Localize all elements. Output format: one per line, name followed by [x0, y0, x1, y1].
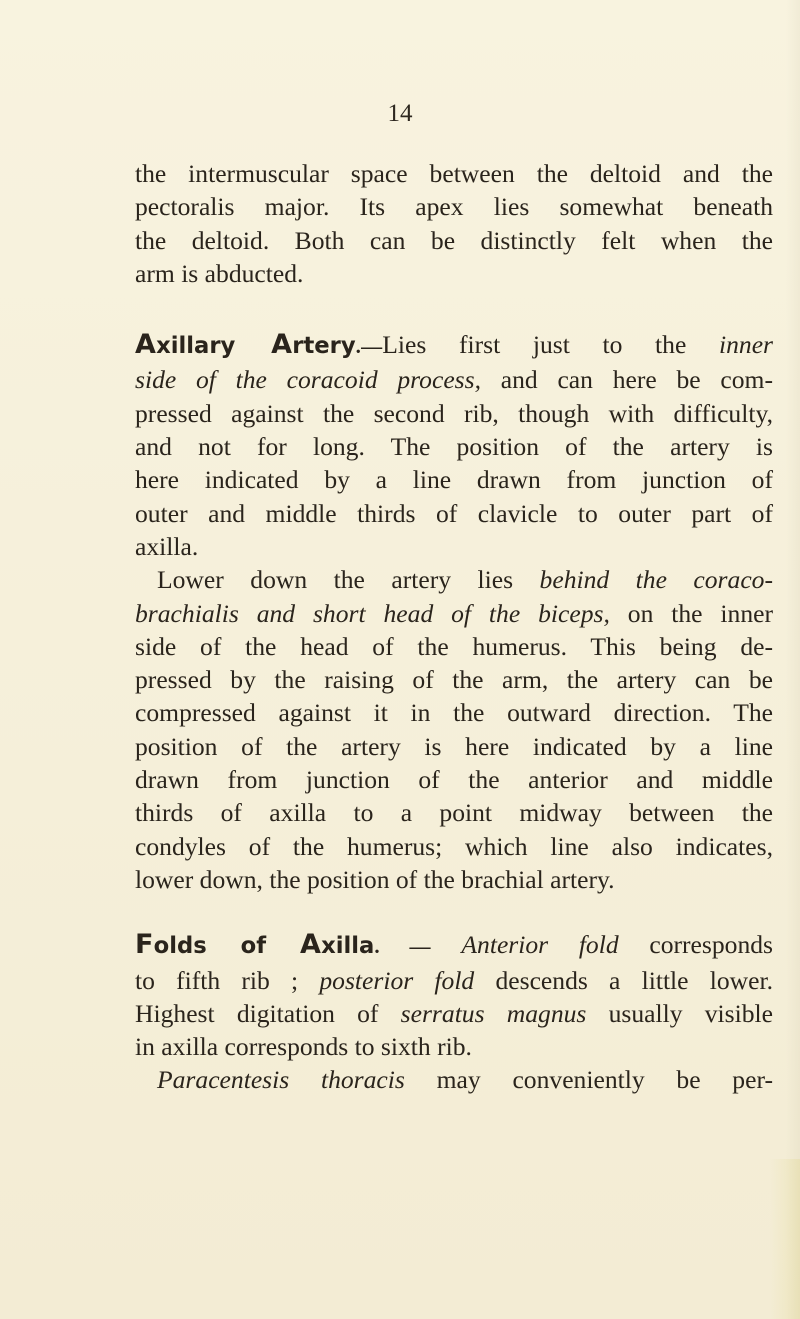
- page-body-text: [135, 157, 773, 1097]
- text-line: the deltoid. Both can be distinctly felt when the: [135, 225, 773, 255]
- text-line: thirds of axilla to a point midway between the: [135, 798, 773, 828]
- paragraph-gap: [135, 290, 773, 328]
- text-line: position of the artery is here indicated by a line: [135, 731, 773, 761]
- text-line: here indicated by a line drawn from junction of: [135, 465, 773, 495]
- text-line: axilla.: [135, 531, 199, 561]
- text-line: compressed against it in the outward direction. The: [135, 698, 773, 728]
- text-line: to fifth rib ; posterior fold descends a little lower.: [135, 965, 773, 995]
- text-line: pectoralis major. Its apex lies somewhat beneath: [135, 192, 773, 222]
- section-heading-axillary-artery: Axillary Artery.—: [135, 329, 383, 361]
- text-line: side of the coracoid process, and can here be com-: [135, 365, 773, 395]
- section-heading-folds-of-axilla: Folds of Axilla. —: [135, 929, 431, 961]
- text-line: the intermuscular space between the deltoid and the: [135, 159, 773, 188]
- text-line: Folds of Axilla. — Anterior fold corresponds: [135, 929, 773, 961]
- text-line: Lower down the artery lies behind the coraco-: [157, 565, 773, 595]
- text-line: in axilla corresponds to sixth rib.: [135, 1032, 472, 1062]
- text-line: side of the head of the humerus. This being de-: [135, 631, 773, 661]
- text-line: outer and middle thirds of clavicle to outer part of: [135, 498, 773, 528]
- text-line: Paracentesis thoracis may conveniently be per-: [157, 1065, 773, 1095]
- text-line: pressed against the second rib, though with difficulty,: [135, 398, 773, 428]
- page-edge-shadow: [786, 0, 800, 1319]
- text-line: pressed by the raising of the arm, the artery can be: [135, 665, 773, 695]
- page-corner-stain: [770, 1159, 800, 1319]
- text-line: brachialis and short head of the biceps, on the inner: [135, 598, 773, 628]
- text-line: and not for long. The position of the artery is: [135, 432, 773, 462]
- page-number: 14: [387, 100, 413, 127]
- text-line: arm is abducted.: [135, 258, 304, 288]
- text-line: drawn from junction of the anterior and middle: [135, 765, 773, 795]
- text-line: condyles of the humerus; which line also indicates,: [135, 831, 773, 861]
- text-line: Axillary Artery.—Lies first just to the inner: [135, 329, 774, 361]
- paragraph-gap: [135, 896, 773, 928]
- text-line: lower down, the position of the brachial artery.: [135, 864, 615, 894]
- text-line: Highest digitation of serratus magnus usually visible: [135, 998, 773, 1028]
